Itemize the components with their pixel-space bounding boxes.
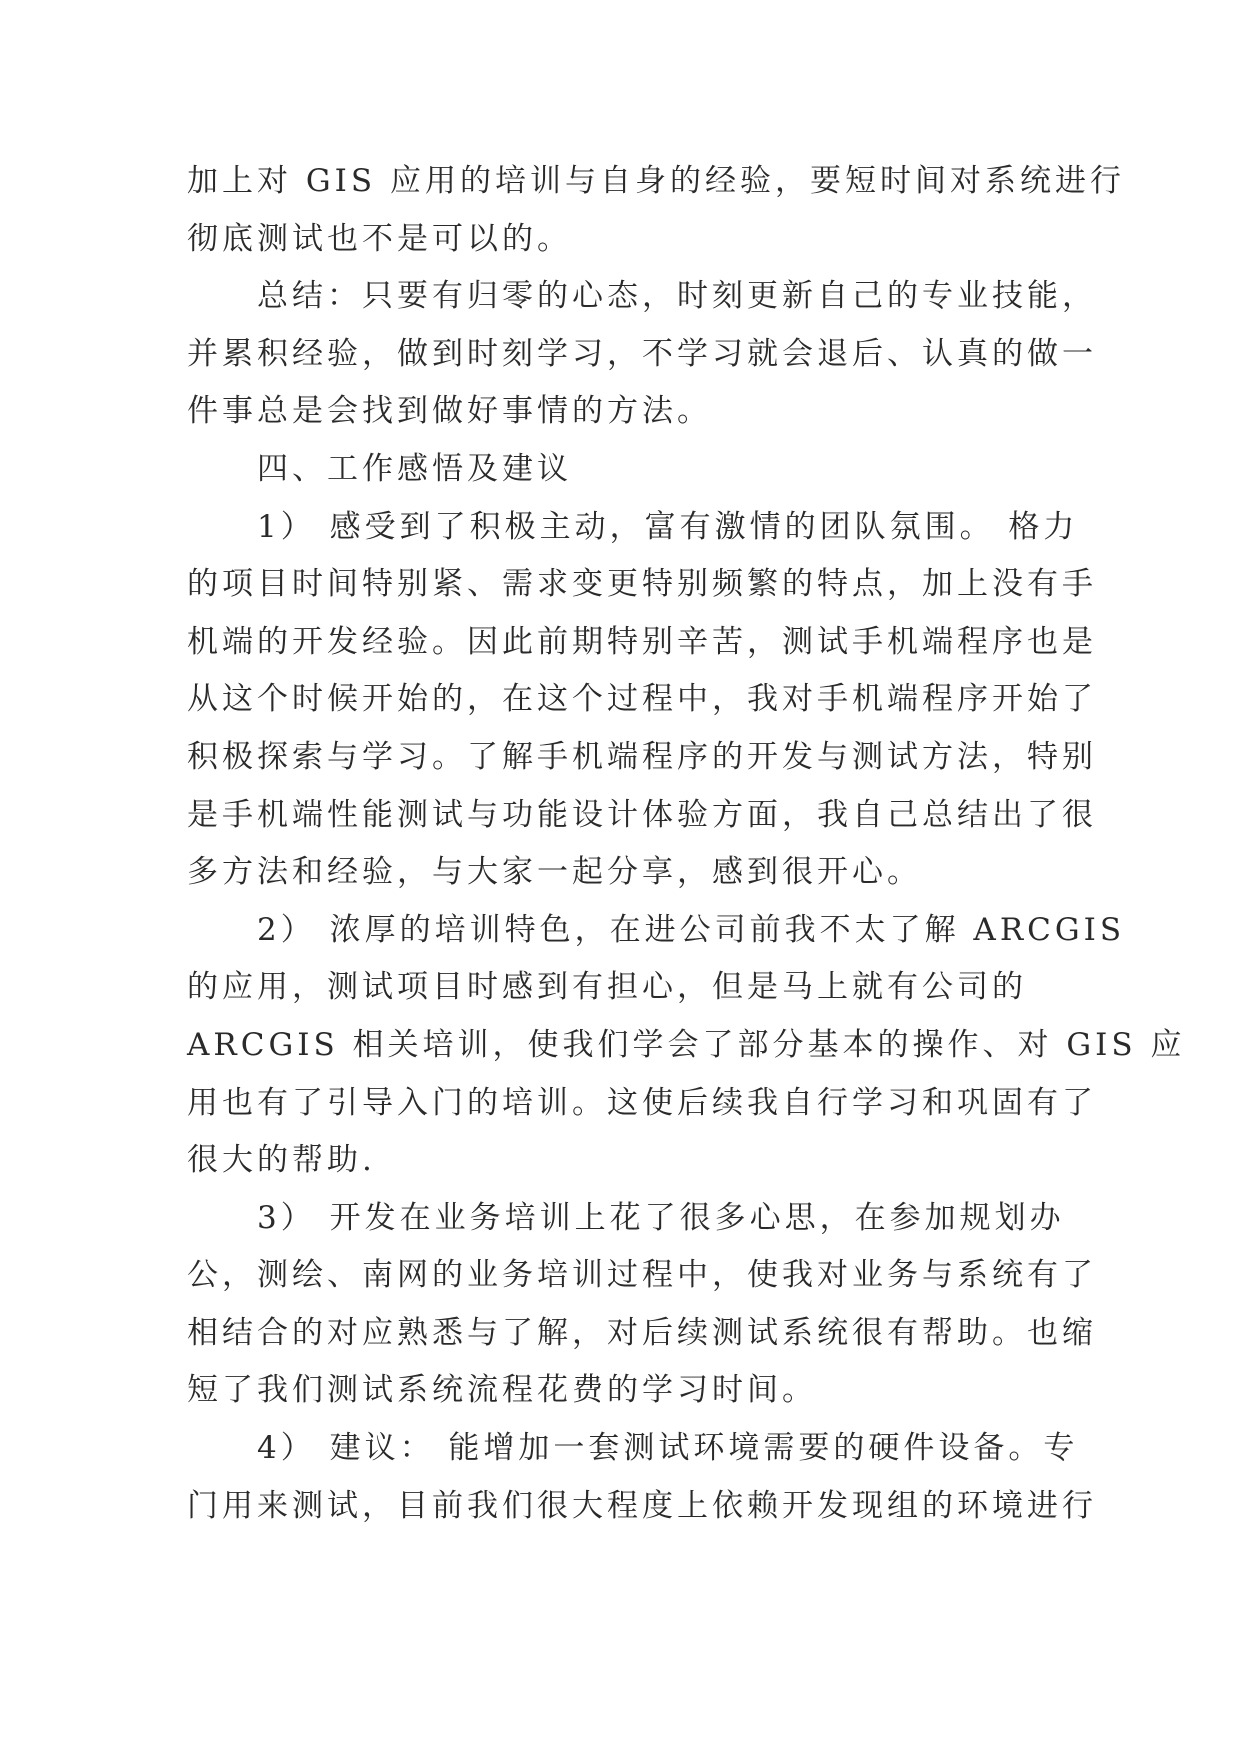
- body-text: [187, 153, 1186, 1535]
- list-item-4-start: 4） 建议： 能增加一套测试环境需要的硬件设备。专: [257, 1430, 1079, 1467]
- list-item-1-start: 1） 感受到了积极主动，富有激情的团队氛围。 格力: [257, 508, 1079, 545]
- text-line: 很大的帮助.: [187, 1142, 376, 1179]
- text-line: 机端的开发经验。因此前期特别辛苦，测试手机端程序也是: [187, 623, 1097, 660]
- text-line: 相结合的对应熟悉与了解，对后续测试系统很有帮助。也缩: [187, 1314, 1097, 1351]
- text-line: 短了我们测试系统流程花费的学习时间。: [187, 1372, 817, 1409]
- text-line: 积极探索与学习。了解手机端程序的开发与测试方法，特别: [187, 738, 1097, 775]
- list-item-2-start: 2） 浓厚的培训特色，在进公司前我不太了解 ARCGIS: [257, 911, 1126, 948]
- text-line: 的项目时间特别紧、需求变更特别频繁的特点，加上没有手: [187, 566, 1097, 603]
- text-line: 的应用，测试项目时感到有担心，但是马上就有公司的: [187, 969, 1027, 1006]
- text-line: 用也有了引导入门的培训。这使后续我自行学习和巩固有了: [187, 1084, 1097, 1121]
- text-line: 从这个时候开始的，在这个过程中，我对手机端程序开始了: [187, 681, 1097, 718]
- text-line: 门用来测试，目前我们很大程度上依赖开发现组的环境进行: [187, 1487, 1097, 1524]
- paragraph-summary-start: 总结：只要有归零的心态，时刻更新自己的专业技能，: [257, 278, 1097, 315]
- section-heading: 四、工作感悟及建议: [257, 450, 572, 487]
- text-line: 彻底测试也不是可以的。: [187, 220, 572, 257]
- text-line: 加上对 GIS 应用的培训与自身的经验，要短时间对系统进行: [187, 163, 1125, 199]
- text-line: 是手机端性能测试与功能设计体验方面，我自己总结出了很: [187, 796, 1097, 833]
- text-line: 公，测绘、南网的业务培训过程中，使我对业务与系统有了: [187, 1257, 1097, 1294]
- text-line: 件事总是会找到做好事情的方法。: [187, 393, 712, 430]
- text-line: 并累积经验，做到时刻学习，不学习就会退后、认真的做一: [187, 335, 1097, 372]
- text-line: 多方法和经验，与大家一起分享，感到很开心。: [187, 854, 922, 891]
- text-line: ARCGIS 相关培训，使我们学会了部分基本的操作、对 GIS 应: [187, 1026, 1186, 1063]
- list-item-3-start: 3） 开发在业务培训上花了很多心思，在参加规划办: [257, 1199, 1065, 1236]
